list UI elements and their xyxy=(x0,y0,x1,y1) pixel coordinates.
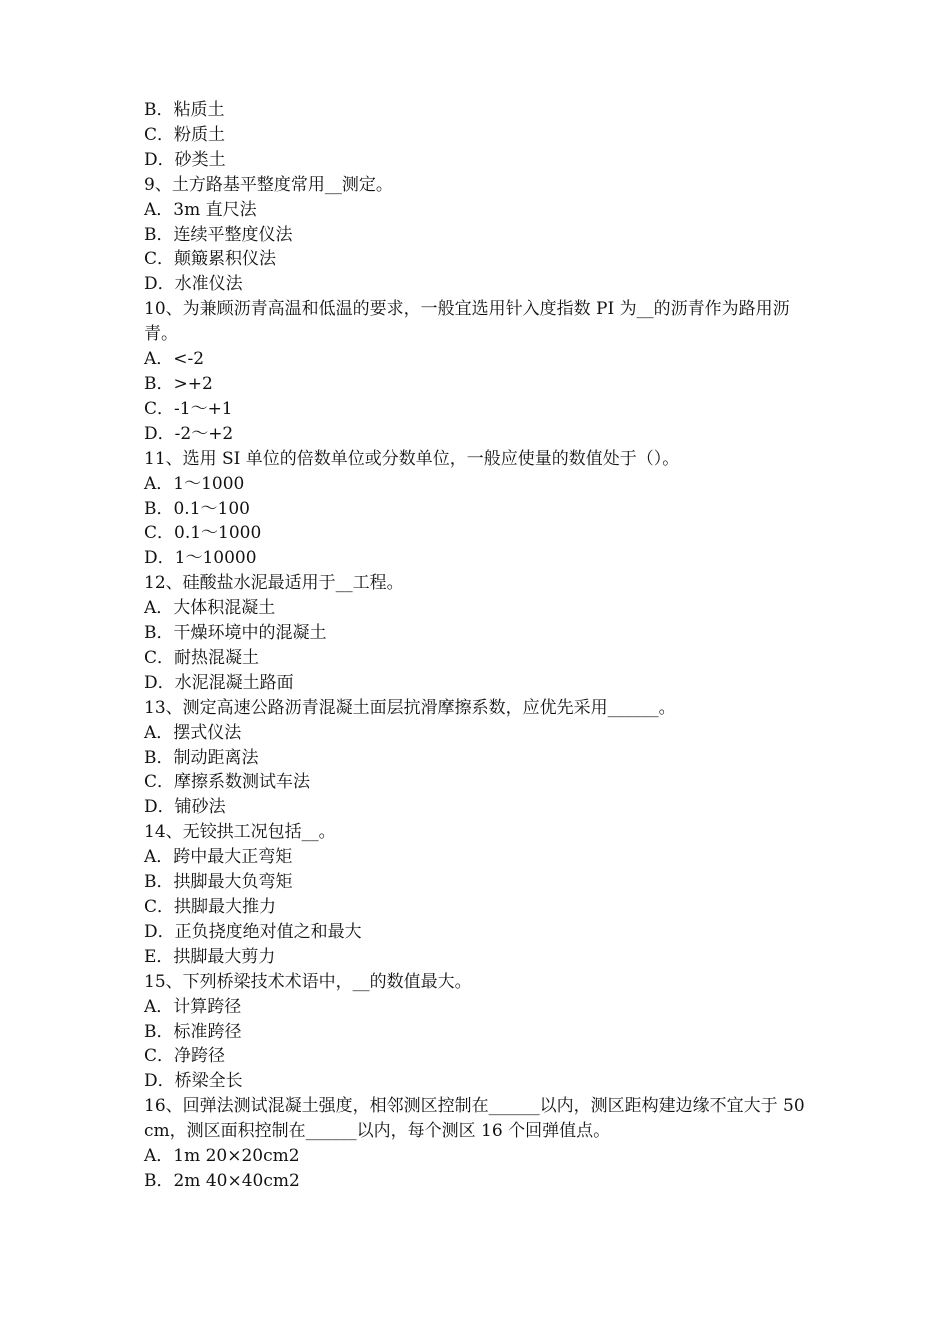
option-line: B．>+2 xyxy=(144,373,213,394)
option-line: B．制动距离法 xyxy=(144,747,259,768)
option-line: C．耐热混凝土 xyxy=(144,647,260,668)
option-line: A．计算跨径 xyxy=(144,996,242,1017)
option-line: C．粉质土 xyxy=(144,124,226,145)
option-line: B．拱脚最大负弯矩 xyxy=(144,872,293,893)
option-line: E．拱脚最大剪力 xyxy=(144,946,276,967)
question-text xyxy=(144,98,814,1194)
option-line: D．桥梁全长 xyxy=(144,1071,243,1092)
option-line: D．水准仪法 xyxy=(144,274,243,295)
option-line: D．1～10000 xyxy=(144,548,257,569)
question-line: 13、测定高速公路沥青混凝土面层抗滑摩擦系数，应优先采用______。 xyxy=(144,697,676,718)
option-line: B．2m 40×40cm2 xyxy=(144,1170,300,1191)
option-line: B．0.1～100 xyxy=(144,498,250,519)
option-line: D．砂类土 xyxy=(144,149,226,170)
option-line: D．-2～+2 xyxy=(144,423,234,444)
option-line: C．净跨径 xyxy=(144,1046,226,1067)
option-line: D．正负挠度绝对值之和最大 xyxy=(144,921,362,942)
option-line: B．粘质土 xyxy=(144,100,225,120)
option-line: A．<-2 xyxy=(144,349,205,370)
option-line: D．水泥混凝土路面 xyxy=(144,672,294,693)
question-line: 16、回弹法测试混凝土强度，相邻测区控制在______以内，测区距构建边缘不宜大于 50cm，测区面积控制在______以内，每个测区 16 个回弹值点。 xyxy=(144,1096,805,1142)
question-line: 10、为兼顾沥青高温和低温的要求，一般宜选用针入度指数 PI 为__的沥青作为路用沥青。 xyxy=(144,299,790,345)
option-line: C．拱脚最大推力 xyxy=(144,897,277,917)
option-line: A．摆式仪法 xyxy=(144,722,242,743)
question-line: 15、下列桥梁技术术语中，__的数值最大。 xyxy=(144,971,472,992)
option-line: B．连续平整度仪法 xyxy=(144,224,293,245)
option-line: C．-1～+1 xyxy=(144,398,233,419)
option-line: B．标准跨径 xyxy=(144,1021,242,1042)
question-line: 9、土方路基平整度常用__测定。 xyxy=(144,174,393,195)
question-line: 14、无铰拱工况包括__。 xyxy=(144,822,336,843)
option-line: A．跨中最大正弯矩 xyxy=(144,847,293,868)
option-line: A．大体积混凝土 xyxy=(144,598,276,619)
option-line: B．干燥环境中的混凝土 xyxy=(144,623,327,644)
option-line: C．摩擦系数测试车法 xyxy=(144,772,311,793)
question-line: 11、选用 SI 单位的倍数单位或分数单位，一般应使量的数值处于（）。 xyxy=(144,448,680,469)
option-line: A．1m 20×20cm2 xyxy=(144,1146,300,1167)
option-line: C．颠簸累积仪法 xyxy=(144,249,277,270)
option-line: D．铺砂法 xyxy=(144,797,226,818)
option-line: A．3m 直尺法 xyxy=(144,199,257,220)
question-line: 12、硅酸盐水泥最适用于__工程。 xyxy=(144,573,404,594)
option-line: A．1～1000 xyxy=(144,473,245,494)
option-line: C．0.1～1000 xyxy=(144,523,262,544)
